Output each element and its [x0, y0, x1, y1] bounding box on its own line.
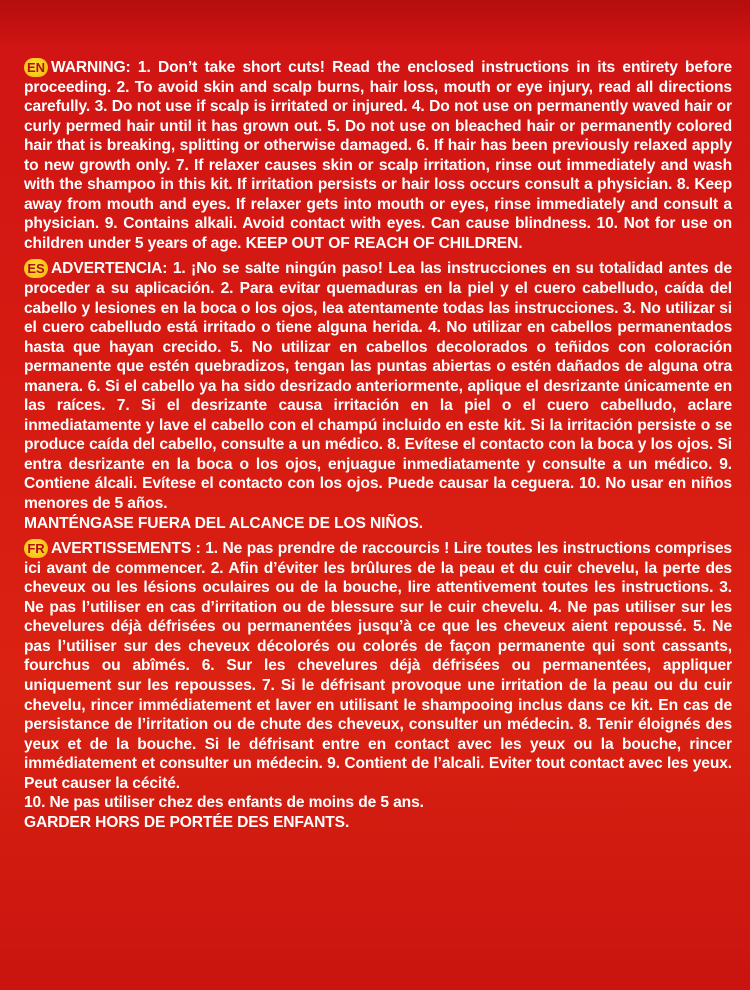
- warning-text-en: [24, 58, 732, 253]
- warning-closing-fr: GARDER HORS DE PORTÉE DES ENFANTS.: [24, 813, 350, 831]
- warning-text-fr: [24, 539, 732, 832]
- warning-closing-en: KEEP OUT OF REACH OF CHILDREN.: [245, 234, 523, 252]
- warning-text-es: [24, 259, 732, 533]
- warning-line10-fr: 10. Ne pas utiliser chez des enfants de moins de 5 ans.: [24, 794, 424, 812]
- warning-body-fr: AVERTISSEMENTS : 1. Ne pas prendre de raccourcis ! Lire toutes les instructions comprises ici avant de commencer. 2. Afin d’éviter les brûlures de la peau et du cuir chevelu, la perte des cheveux ou les lésions oculaires ou de la bouche, lire attentivement toutes les instructions. 3. Ne pas l’utiliser en cas d’irritation ou de blessure sur le cuir chevelu. 4. Ne pas utiliser sur les chevelures déjà défrisées ou permanentées jusqu’à ce que les cheveux aient repoussé. 5. Ne pas l’utiliser sur des cheveux décolorés ou colorés de façon permanente qui sont cassants, fourchus ou abîmés. 6. Sur les chevelures déjà défrisées ou permanentées, appliquer uniquement sur les repousses. 7. Si le défrisant provoque une irritation de la peau ou du cuir chevelu, rincer immédiatement et laver en utilisant le shampooing inclus dans ce kit. En cas de persistance de l’irritation ou de chute des cheveux, consulter un médecin. 8. Tenir éloignés des yeux et de la bouche. Si le défrisant entre en contact avec les yeux ou la bouche, rincer immédiatement et consulter un médecin. 9. Contient de l’alcali. Eviter tout contact avec les yeux. Peut causer la cécité.: [24, 540, 732, 792]
- warning-body-es: ADVERTENCIA: 1. ¡No se salte ningún paso! Lea las instrucciones en su totalidad antes de proceder a su aplicación. 2. Para evitar quemaduras en la piel y el cuero cabelludo, caída del cabello y lesiones en la boca o los ojos, lea atentamente todas las instrucciones. 3. No utilizar si el cuero cabelludo está irritado o tiene alguna herida. 4. No utilizar en cabellos permanentados hasta que hayan crecido. 5. No utilizar en cabellos decolorados o teñidos con coloración permanente que estén quebradizos, tengan las puntas abiertas o estén dañados de alguna otra manera. 6. Si el cabello ya ha sido desrizado anteriormente, aplique el desrizante únicamente en las raíces. 7. Si el desrizante causa irritación en la piel o el cuero cabelludo, aclare inmediatamente y lave el cabello con el champú incluido en este kit. Si la irritación persiste o se produce caída del cabello, consulte a un médico. 8. Evítese el contacto con la boca y los ojos. Si entra desrizante en la boca o los ojos, enjuague inmediatamente y consulte a un médico. 9. Contiene álcali. Evítese el contacto con los ojos. Puede causar la ceguera. 10. No usar en niños menores de 5 años.: [24, 260, 732, 513]
- warning-closing-es: MANTÉNGASE FUERA DEL ALCANCE DE LOS NIÑOS.: [24, 514, 423, 532]
- warning-section-fr: [24, 539, 732, 832]
- warning-section-es: [24, 259, 732, 533]
- language-badge-en: EN: [24, 58, 48, 77]
- warning-section-en: [24, 58, 732, 253]
- warning-body-en: WARNING: 1. Don’t take short cuts! Read the enclosed instructions in its entirety before proceeding. 2. To avoid skin and scalp burns, hair loss, mouth or eye injury, read all directions carefully. 3. Do not use if scalp is irritated or injured. 4. Do not use on permanently waved hair or curly permed hair until it has grown out. 5. Do not use on bleached hair or permanently colored hair that is breaking, splitting or otherwise damaged. 6. If hair has been previously relaxed apply to new growth only. 7. If relaxer causes skin or scalp irritation, rinse out immediately and wash with the shampoo in this kit. If irritation persists or hair loss occurs consult a physician. 8. Keep away from mouth and eyes. If relaxer gets into mouth or eyes, rinse immediately and consult a physician. 9. Contains alkali. Avoid contact with eyes. Can cause blindness. 10. Not for use on children under 5 years of age.: [24, 59, 732, 252]
- language-badge-fr: FR: [24, 539, 48, 558]
- language-badge-es: ES: [24, 259, 48, 278]
